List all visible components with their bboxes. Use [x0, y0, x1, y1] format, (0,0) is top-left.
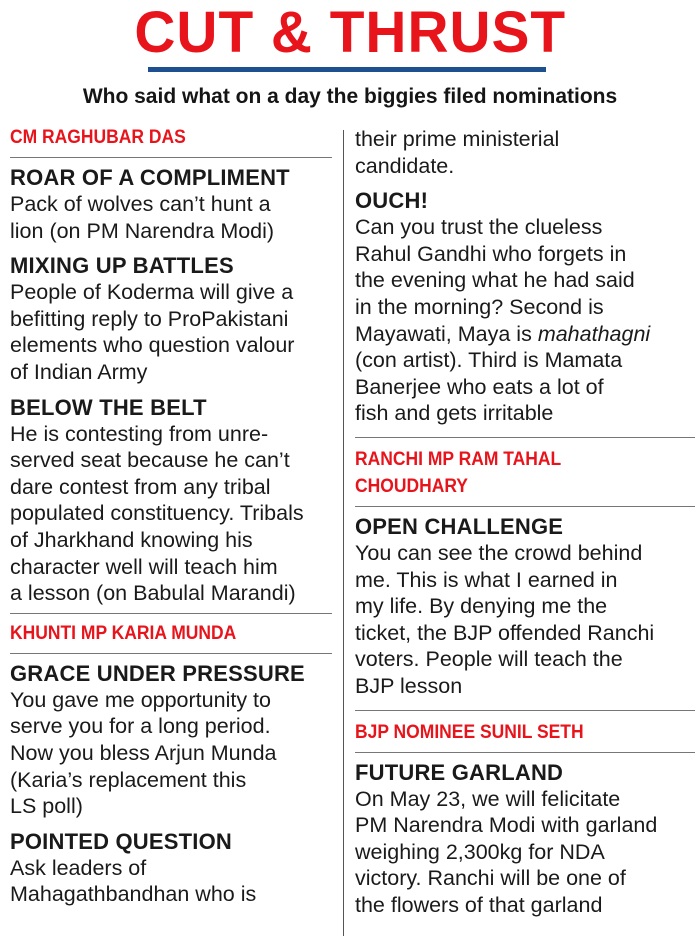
quote-text: On May 23, we will felicitate PM Narendra Modi with garland weighing 2,300kg for NDA victory. Ranchi will be one of the flowers of that garland	[355, 786, 658, 917]
page-subtitle: Who said what on a day the biggies filed nominations	[82, 85, 618, 108]
right-column	[355, 126, 695, 918]
italic-term: mahathagni	[537, 321, 651, 346]
quote-heading: MIXING UP BATTLES	[10, 253, 234, 279]
quote-text: He is contesting from unre- served seat because he can’t dare contest from any tribal populated constituency. Tribals of Jharkhand knowing his character well will teach him a lesson (on Babulal Marandi)	[10, 421, 304, 606]
quote-text: You can see the crowd behind me. This is what I earned in my life. By denying me the ticket, the BJP offended Ranchi voters. People will teach the BJP lesson	[355, 540, 655, 698]
section-rule	[355, 752, 695, 753]
section-rule	[10, 653, 332, 654]
speaker-name: RANCHI MP RAM TAHAL CHOUDHARY	[355, 448, 562, 497]
masthead	[0, 0, 700, 74]
quote-text: Can you trust the clueless Rahul Gandhi who forgets in the evening what he had said in the morning? Second is Mayawati, Maya is mahathagni (con artist). Third is Mamata Banerjee who eats a lot of fish and gets irritable	[355, 215, 651, 426]
quote-text: Pack of wolves can’t hunt a lion (on PM Narendra Modi)	[10, 192, 275, 243]
speaker-name: KHUNTI MP KARIA MUNDA	[10, 622, 237, 644]
section-rule	[355, 437, 695, 438]
speaker-name: CM RAGHUBAR DAS	[10, 127, 186, 148]
quote-heading: OUCH!	[355, 188, 429, 214]
section-rule	[355, 506, 695, 507]
section-rule	[10, 157, 332, 158]
section-rule	[355, 710, 695, 711]
quote-text: Ask leaders of Mahagathbandhan who is	[10, 855, 257, 907]
section-rule	[10, 613, 332, 614]
page-title: CUT & THRUST	[134, 0, 566, 65]
quote-heading: POINTED QUESTION	[10, 828, 232, 854]
left-column	[10, 124, 332, 908]
quote-text-continued: their prime ministerial candidate.	[355, 127, 560, 178]
quote-heading: GRACE UNDER PRESSURE	[10, 660, 305, 686]
quote-text: You gave me opportunity to serve you for a long period. Now you bless Arjun Munda (Karia’s replacement this LS poll)	[10, 687, 277, 819]
speaker-name: BJP NOMINEE SUNIL SETH	[355, 721, 584, 743]
quote-heading: OPEN CHALLENGE	[355, 513, 564, 539]
quote-text: People of Koderma will give a befitting reply to ProPakistani elements who question valour of Indian Army	[10, 280, 295, 384]
column-divider	[343, 130, 344, 936]
quote-heading: FUTURE GARLAND	[355, 759, 564, 785]
title-underline	[148, 67, 546, 72]
quote-heading: BELOW THE BELT	[10, 394, 207, 420]
quote-heading: ROAR OF A COMPLIMENT	[10, 165, 290, 190]
